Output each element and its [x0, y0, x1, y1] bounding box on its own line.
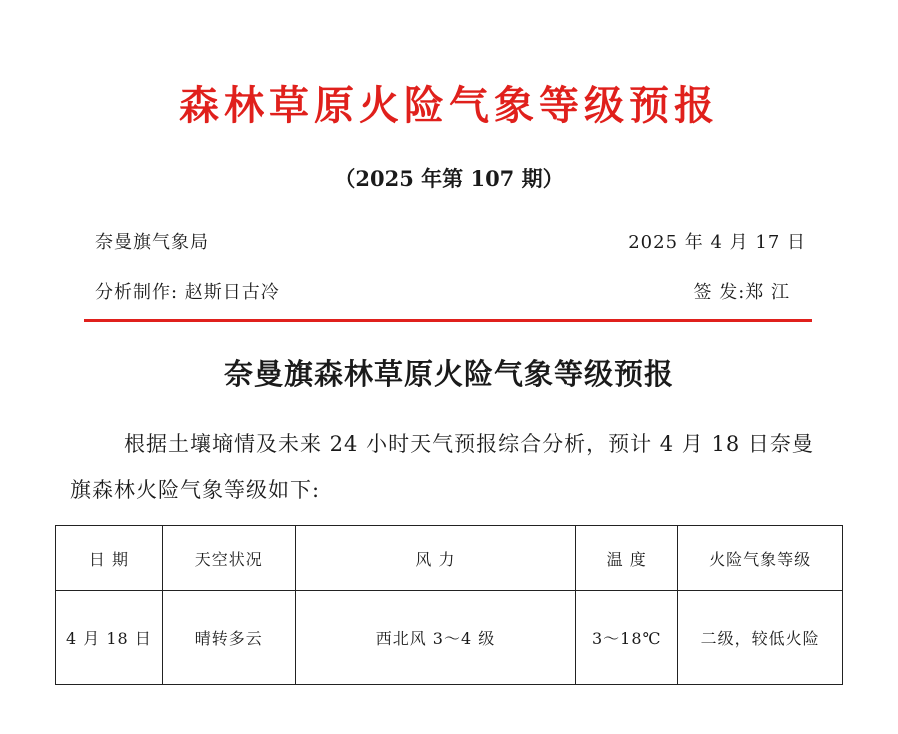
issuing-agency: 奈曼旗气象局 — [95, 232, 209, 253]
issue-date: 2025 年 4 月 17 日 — [628, 232, 806, 253]
forecast-table — [55, 525, 843, 685]
signer-line: 签 发:郑 江 — [693, 282, 790, 303]
header-wind: 风 力 — [295, 526, 576, 591]
issue-number: （2025 年第 107 期） — [334, 166, 564, 191]
cell-wind: 西北风 3～4 级 — [295, 591, 576, 685]
document-title: 森林草原火险气象等级预报 — [179, 83, 719, 129]
header-temperature: 温 度 — [576, 526, 678, 591]
header-fire-level: 火险气象等级 — [678, 526, 843, 591]
forecast-paragraph: 根据土壤墒情及未来 24 小时天气预报综合分析，预计 4 月 18 日奈曼旗森林火险气象等级如下: — [70, 432, 814, 502]
cell-date: 4 月 18 日 — [56, 591, 163, 685]
header-date: 日 期 — [56, 526, 163, 591]
table-header-row — [56, 526, 843, 591]
forecast-subtitle: 奈曼旗森林草原火险气象等级预报 — [223, 357, 674, 391]
cell-temperature: 3～18℃ — [576, 591, 678, 685]
red-divider — [84, 319, 812, 322]
analyst-line: 分析制作: 赵斯日古冷 — [95, 282, 280, 303]
header-sky: 天空状况 — [162, 526, 295, 591]
cell-fire-level: 二级，较低火险 — [678, 591, 843, 685]
table-row — [56, 591, 843, 685]
cell-sky: 晴转多云 — [162, 591, 295, 685]
